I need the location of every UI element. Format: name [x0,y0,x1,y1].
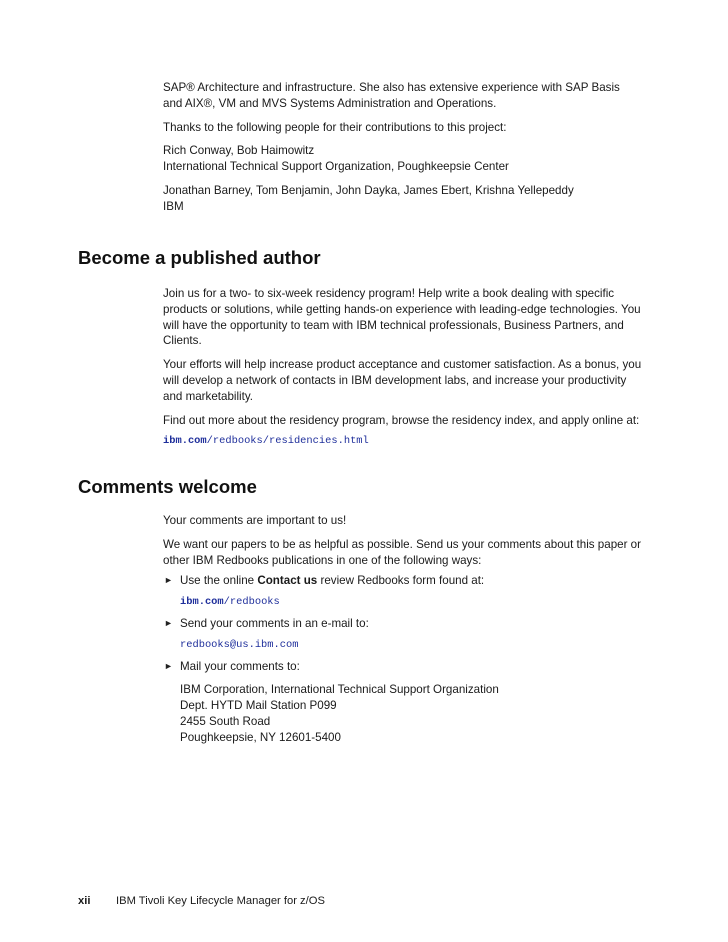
page-footer [78,894,325,908]
intro-line: and AIX®, VM and MVS Systems Administration and Operations. [163,96,497,110]
bullet-item-email [163,616,663,632]
bullet-text: review Redbooks form found at: [317,574,485,588]
comments-paragraph-line: We want our papers to be as helpful as possible. Send us your comments about this paper or [163,537,641,551]
address-line: IBM Corporation, International Technical Support Organization [180,683,499,697]
author-paragraph-line: will have the opportunity to team with IBM technical professionals, Business Partners, and [163,318,624,332]
contact-us-bold: Contact us [257,574,318,588]
contributors-org: IBM [163,199,184,213]
author-paragraph-line: products or solutions, while getting hands-on experience with leading-edge technologies. You [163,302,641,316]
contributors-names: Jonathan Barney, Tom Benjamin, John Dayka, James Ebert, Krishna Yellepeddy [163,183,574,197]
author-section-body [163,286,663,450]
bullet-arrow-icon: ► [164,575,173,586]
author-paragraph-line: will develop a network of contacts in IBM development labs, and increase your productivity [163,373,627,387]
link-path: /redbooks [223,596,280,609]
contributors-org: International Technical Support Organization, Poughkeepsie Center [163,160,509,174]
bullet-item-contact-form [163,573,663,589]
author-paragraph-line: and marketability. [163,389,253,403]
contributors-names: Rich Conway, Bob Haimowitz [163,144,315,158]
address-line: Dept. HYTD Mail Station P099 [180,699,337,713]
comments-section-body [163,513,663,746]
intro-line: SAP® Architecture and infrastructure. She also has extensive experience with SAP Basis [163,81,620,94]
thanks-line: Thanks to the following people for their contributions to this project: [163,120,507,134]
section-heading-published-author: Become a published author [78,247,321,268]
bullet-text: Mail your comments to: [180,659,300,673]
author-paragraph-line: Clients. [163,334,202,348]
bullet-item-mail [163,659,663,675]
author-paragraph-line: Your efforts will help increase product acceptance and customer satisfaction. As a bonus, you [163,358,642,372]
residencies-link[interactable] [163,434,663,450]
bullet-arrow-icon: ► [164,617,173,628]
comments-paragraph-line: other IBM Redbooks publications in one of the following ways: [163,553,482,567]
section-heading-comments-welcome: Comments welcome [78,476,257,497]
bullet-text: Use the online [180,574,258,588]
address-line: Poughkeepsie, NY 12601-5400 [180,730,341,744]
author-paragraph-line: Find out more about the residency program, browse the residency index, and apply online at: [163,413,640,427]
link-host: ibm.com [163,435,207,448]
address-line: 2455 South Road [180,714,271,728]
email-link[interactable]: redbooks@us.ibm.com [180,638,299,651]
link-path: /redbooks/residencies.html [206,435,369,448]
bullet-arrow-icon: ► [164,660,173,671]
redbooks-link[interactable] [163,595,663,611]
page-number: xii [78,895,91,907]
comments-paragraph: Your comments are important to us! [163,514,347,527]
book-title: IBM Tivoli Key Lifecycle Manager for z/OS [116,895,325,907]
bullet-text: Send your comments in an e-mail to: [180,616,369,630]
intro-block [163,80,663,215]
author-paragraph-line: Join us for a two- to six-week residency program! Help write a book dealing with specific [163,287,615,300]
link-host: ibm.com [180,596,224,609]
mailing-address [163,682,663,745]
